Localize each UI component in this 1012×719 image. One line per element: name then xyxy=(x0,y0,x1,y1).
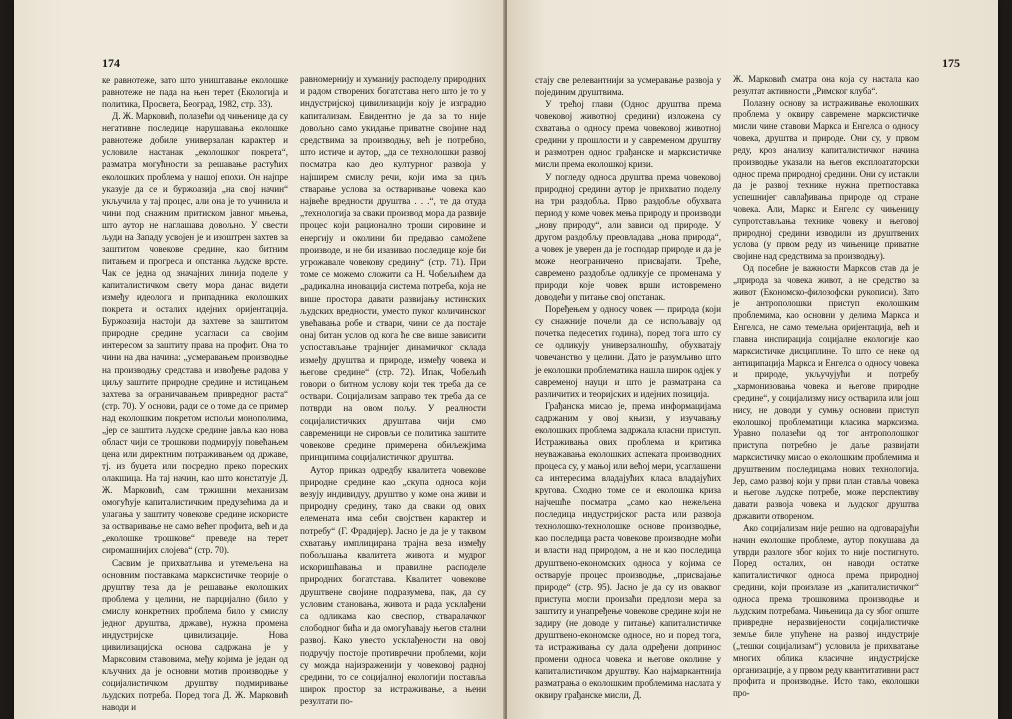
paragraph: Грађанска мисао је, према информацијама садржаним у овој књизи, у изучавању еколошких проблема задржала класни приступ. Истраживања ових проблема и критика неуважавања еколошких аспеката производних процеса су, у мањој или већој мери, усаглашени са интересима владајућих класа владајућих кругова. Сходно томе се и еколошка криза најчешће посматра „само као нежељена последица индустријског раста или развоја технолошко-технолошке основе производње, као последица раста човекове производне моћи и власти над природом, а не и као последица друштвено-економских односа у којима се остварује процес производње, „присвајање природе“ (стр. 95). Јасно је да су из оваквог приступа могли произаћи предлози мера за заштиту и унапређење човекове средине који не задиру (не доводе у питање) капиталистичке друштвено-економске односе, но и поред тога, та истраживања су дала одређени допринос промени односа човека и његове околине у капиталистичком друштву. Као најмаркантнија разматрања о еколошким проблемима наслата у оквиру грађанске мисли, Д. xyxy=(535,400,721,701)
page-number: 174 xyxy=(102,56,120,70)
paragraph: Полазну основу за истраживање еколошких проблема у оквиру савремене марксистичке мисли чине ставови Маркса и Енгелса о односу човека, друштва и природе. Они су, у првом реду, кроз анализу капиталистичког начина производње указали на његов експлоататорски однос према природној средини. Они су истакли да је развој технике нужна претпоставка успешнијег савлађивања природе од стране човека. Али, Маркс и Енгелс су чињеницу супротстављања технике човеку и његовој природној средини изводили из друштвених услова (у првом реду из чињенице приватне својине над средствима за производњу). xyxy=(733,97,919,262)
paragraph: равномернију и хуманију расподелу природних и радом створених богатстава него што је то у индустријској цивилизацији коју је изградио капитализам. Евидентно је да за то није довољно само укидање приватне својине над средствима за производњу, већ је потребно, што истиче и аутор, „да се технолошки развој посматра као део културног развоја у најширем смислу речи, који има за циљ стварање услова за остваривање човека као највеће вредности друштва . . .“, те да отуда „технологија за сваки производ мора да развије процес који рационално троши сировине и енергију и околини би предавао самоženе производе, и не би изазивао последице које би угрожавале човекову средину“ (стр. 71). При томе се можемо сложити са Н. Чобељићем да „радикална иновација система потреба, која не више простора давати развијању истинских људских вредности, уместо пуког количинског увећавања робе и ствари, чини се да постаје онај битан услов од кога ће све више зависити успостављање трајнијег динамичког склада између друштва и природе, између човека и његове средине“ (стр. 72). Ипак, Чобељић говори о битном услову који тек треба да се оствари. Социјализам заправо тек треба да се потврди на овом пољу. У реалности социјалистичких друштава чији смо савременици не сировљи се политика заштите човекове средине примерена обиљежјима принципима социјалистичког друштва. xyxy=(300,75,486,464)
paragraph: У погледу односа друштва према човековој природној средини аутор је прихватио поделу на три раздобља. Прво раздобље обухвата период у коме човек мења природу и производи „нову природу“, али зависи од природе. У другом раздобљу преовладава „нова природа“, а човек је уверен да је господар природе и да је може неограничено присвајати. Треће, савремено раздобље одликује се променама у природи које човек врши истовремено доводећи у питање свој опстанак. xyxy=(535,171,721,303)
text-column-2 xyxy=(300,74,486,709)
paragraph: ке равнотеже, зато што уништавање еколошке равнотеже не пада на њен терет (Екологија и политика, Просвета, Београд, 1982, стр. 33). xyxy=(102,75,288,110)
paragraph: Поређењем у односу човек — природа (који су снажније почели да се испољавају од почетка педесетих година), поред тога што су се одликују универзалношћу, обухватају човечанство у целини. Дато је разумљиво што је еколошки проблематика нашла широк одјек у савременој науци и што је разматрана са различитих и теоријских и идејних позиција. xyxy=(535,304,721,399)
paragraph: Од посебне је важности Марксов став да је „природа за човека живот, а не средство за живот (Економско-филозофски рукописи). Зато је антрополошки приступ еколошким проблемима, као основни у делима Маркса и Енгелса, не само темељна оријентација, већ и главна инспирација социјалне екологије као марксистичке дисциплине. То што се неке од антиципација Маркса и Енгелса о односу човека и природе, укључујући и потребу „хармонизовања човека и његове природне средине“, у социјализму нису остварила или још нису, не доводи у сумњу основни приступ еколошкој проблематици класика марксизма. Уравно полазећи од тог антрополошког приступа потребно је даље развијати марксистичку мисао о еколошким проблемима и друштвеним последицама нових технологија. Јер, само развој који у први план ставља човека и његове људске потребе, може перспективу давати развоја човека и људског друштва државити отвореном. xyxy=(733,263,919,522)
paragraph: Д. Ж. Марковић, полазећи од чињенице да су негативне последице нарушавања еколошке равнотеже добиле универзалан карактер и условиле настанак „еколошког покрета“, разматра могућности за решавање растућих еколошких проблема у нашој епохи. Он најпре указује да се и буржоазија „на свој начин“ укључила у тај процес, али она је то учинила и чини под снажним притиском јавног мњења, што аутор не наглашава довољно. У свести људи на Западу усвојен је и изоштрен захтев за заштитом човекове средине, као битним питањем и прогреса и опстанка људске врсте. Чак се једна од значајних линија поделе у капиталистичком свету мора данас видети између идеолога и припадника еколошких покрета и осталих идејних оријентација. Буржоазија настоји да захтеве за заштитом природне средине усагласи са својим интересом за заштиту права на профит. Она то чини на два начина: „усмеравањем производње на производњу средстава и извођење радова у циљу заштите природне средине и истицањем захтева за ограничавањем привредног раста“ (стр. 70). У основи, ради се о томе да се пример над еколошким покретом испољи монополима, „јер се заштита људске средине јавља као нова област чији се трошкови подмирују повећањем цена или директним потраживањем од државе, тј. из буџета или посредно преко пореских олакшица. На тај начин, као што констатује Д. Ж. Марковић, сам тржишни механизам омогућује капиталистичким предузећима да и улагања у заштиту човекове средине искористе за остваривање не само већег профита, већ и да „еколошке трошкове“ преведе на терет сиромашнијих слојева“ (стр. 70). xyxy=(102,111,288,556)
paragraph: стају све релевантнији за усмеравање развоја у појединим друштвима. xyxy=(535,75,721,98)
paragraph: Сасвим је прихватљива и утемељена на основним поставкама марксистичке теорије о друштву теза да је решавање еколошких проблема у целини, не парцијално (било у смислу конкретних проблема било у смислу једног друштва, државе), нужна промена индустријске цивилизације. Нова цивилизацијска основа садржана је у Марксовим ставовима, међу којима је један од кључних да је основни мотив производње у социјалистичком друштву подмиривање људских потреба. Поред тога Д. Ж. Марковић наводи и xyxy=(102,557,288,713)
text-column-2 xyxy=(733,74,919,700)
text-column-1 xyxy=(535,74,721,701)
paragraph: Ж. Марковић сматра она која су настала као резултат активности „Римског клуба“. xyxy=(733,74,919,96)
right-page xyxy=(507,0,998,719)
paragraph: Ако социјализам није решио на одговарајући начин еколошке проблеме, аутор покушава да утврди разлоге због којих то није постигнуто. Поред осталих, он наводи остатке капиталистичког односа према природној средини, који произлазе из „капиталистичког“ односа према трошковима производње и људским потребама. Чињеница да су због опште привредне неразвијености социјалистичке земље биле упућене на развој индустрије („тешки социјализам“) условила је прихватање многих облика класичне индустријске организације, а у првом реду квантитативни раст профита и производње. Исто тако, еколошки про- xyxy=(733,522,919,699)
page-number: 175 xyxy=(942,56,960,70)
left-page xyxy=(14,0,505,719)
paragraph: У трећој глави (Однос друштва према човековој животној средини) изложена су схватања о односу према човековој животној средини у прошлости и у савременом друштву и размотрен однос грађанске и марксистичке мисли према еколошкој кризи. xyxy=(535,99,721,170)
book-spread xyxy=(14,0,998,719)
text-column-1 xyxy=(102,74,288,713)
paragraph: Аутор приказ одредбу квалитета човекове природне средине као „скупа односа који везују индивидуу, друштво у коме она живи и природну средину, тако да сваки од ових елемената има себи својствен карактер и потребу“ (Г. Фрадијер). Јасно је да је у таквом схватању имплицирана трајна веза између побољшања квалитета живота и мудрог искоришћавања и правилне расподеле природних богатстава. Квалитет човекове друштвене својине подразумева, пак, да су условим становања, живота и рада усклађени са одликама као свеспор, стваралачког слободног бића и да омогућавају његов стални развој. Како увесто усклађености на овој подручју постоје противречни проблеми, који су можда најизраженији у човековој радној средини, то се социјалној екологији поставља широк простор за истраживање, а њени резултати по- xyxy=(300,465,486,708)
